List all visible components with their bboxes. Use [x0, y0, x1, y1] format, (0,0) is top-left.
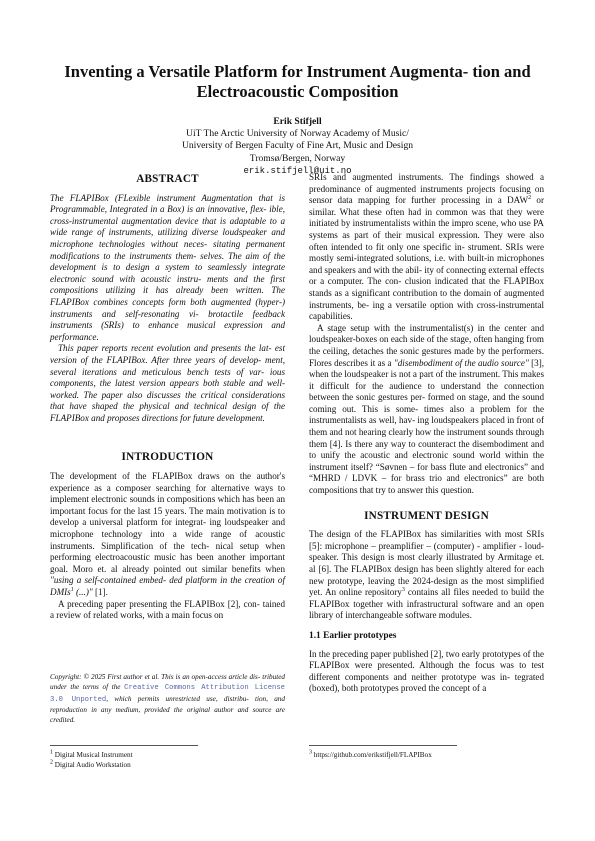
left-column [50, 172, 285, 622]
paper-title: Inventing a Versatile Platform for Instrument Augmenta- tion and Electroacoustic Composition [64, 62, 531, 101]
author-affiliation-1: UiT The Arctic University of Norway Academy of Music/ [186, 128, 409, 140]
right-p2-text-a: A stage setup with the instrumentalist(s) in the center and loudspeaker-boxes on each side of the stage, often hanging from the ceiling, detaches the sonic gestures made by the performers. Flores describes it as a [309, 322, 544, 368]
design-paragraph-1 [309, 529, 544, 622]
right-p1-text-b: or similar. What these often had in common was that they were initiated by instrumentalists within the impro scene, who use PA systems as part of their musical expression. They were also often intended to fit only one specific in- strument. SRIs were mostly semi-integrated solutions, i.e. with built-in microphones and speakers and with the abil- ity of connecting external effects or a computer. The con- clusion indicated that the FLAPIBox stands as a significant contribution to the domain of augmented instruments, be- ing a versatile option with cross-instrumental capabilities. [309, 195, 544, 322]
abstract-paragraph-1: The FLAPIBox (FLexible instrument Augmentation that is Programmable, Integrated in a Box) is an innovative, flex- ible, cross-instrumental augmentation device that is adaptable to a wide range of instruments, utilizing diverse loudspeaker and microphone technologies without neces- sitating permanent modifications to the instruments them- selves. The aim of the development is to design a system to seamlessly integrate electronic sound with acoustic instru- ments and the first compositions utilizing it has already been written. The FLAPIBox combines concepts form both augmented (hyper-) instruments and self-resonating vi- brotactile feedback instruments (SRIs) to enhance musical expression and performance. [50, 192, 285, 342]
footnote-2 [50, 761, 285, 771]
footnote-divider-left [50, 745, 198, 746]
instrument-design-heading: INSTRUMENT DESIGN [364, 509, 489, 522]
author-email[interactable]: erik.stifjell@uit.no [243, 165, 352, 176]
footnote-2-text: Digital Audio Workstation [53, 760, 131, 769]
footnote-3-number: 3 [309, 749, 312, 756]
intro-quote-text: "using a self-contained embed- ded platform in the creation of DMIs [50, 575, 285, 597]
intro-quote [50, 575, 285, 597]
author-name: Erik Stifjell [273, 116, 322, 127]
intro-text: The development of the FLAPIBox draws on the author's experience as a composer searching for alternative ways to implement electronic sounds in compositions which has been an important focus for the last 15 years. The main motivation is to develop a universal platform for integrat- ing loudspeaker and microphone technology into a wide range of acoustic instruments. Simplification of the tech- nical setup when performing electroacoustic music has been another important goal. Moro et. al already pointed out similar benefits when [50, 471, 285, 574]
footnote-ref-2[interactable]: 2 [528, 195, 532, 202]
footnote-3 [309, 751, 544, 761]
design-p1-text-a: The design of the FLAPIBox has similarities with most SRIs [5]: microphone – preamplifier – (computer) - amplifier - loud- speaker. This design is most clearly illustrated by Armitage et. al [6]. The FLAPIBox design has been slightly altered for each new prototype, leaving the 2024-design as the most simplified yet. An online repository [309, 529, 544, 598]
right-p2-text-b: [3], when the loudspeaker is not a part of the instrument. This makes it difficult for the audience to understand the connection between the sonic gestures per- formed on stage, and the sound coming out. This is some- times also a problem for the instrumentalists as well, hav- ing loudspeakers placed in front of them and not hearing clearly how the instrument sounds through them [4]. Is there any way to counteract the disembodiment and to unify the acoustic and electronic sound world within the instrument itself? “Søvnen – for bass flute and electronics” and “MHRD / LDVK – for brass trio and electronics” are both compositions that try to answer this question. [309, 357, 544, 496]
copyright-pre: Copyright: © 2025 First author et al. This is an open-access article dis- tributed under the terms of the [50, 673, 285, 692]
copyright-post: , which permits unrestricted use, distribu- tion, and reproduction in any medium, provided the original author and source are credited. [50, 694, 285, 725]
footnote-1-number: 1 [50, 749, 53, 756]
footnotes-left [50, 751, 285, 770]
right-paragraph-2 [309, 323, 544, 497]
abstract-heading: ABSTRACT [136, 173, 199, 185]
intro-citation: [1]. [92, 587, 108, 597]
footnote-ref-1[interactable]: 1 [70, 586, 74, 593]
author-block [100, 116, 495, 177]
intro-quote-end: (...)" [73, 587, 93, 597]
right-p1-text-a: SRIs and augmented instruments. The findings showed a predominance of augmented instruments projects focusing on sensor data mapping for further processing in a DAW [309, 172, 544, 206]
footnotes-right [309, 751, 544, 761]
footnote-1-text: Digital Musical Instrument [53, 751, 133, 759]
introduction-paragraph-1 [50, 471, 285, 599]
footnote-3-link[interactable]: https://github.com/erikstifjell/FLAPIBox [312, 751, 432, 759]
introduction-paragraph-2: A preceding paper presenting the FLAPIBox [2], con- tained a review of related works, with a main focus on [50, 598, 285, 621]
subsection-heading-earlier-prototypes: 1.1 Earlier prototypes [309, 630, 397, 641]
footnote-ref-3[interactable]: 3 [401, 587, 405, 594]
copyright-notice [50, 672, 285, 725]
right-column [309, 172, 544, 695]
abstract-body [50, 193, 285, 425]
footnote-2-number: 2 [50, 759, 53, 766]
introduction-heading: INTRODUCTION [121, 451, 214, 464]
author-affiliation-2: University of Bergen Faculty of Fine Art, Music and Design [181, 140, 414, 152]
design-p1-text-b: contains all files needed to build the FLAPIBox together with infrastructural software and an open library of interchangeable software modules. [309, 587, 545, 621]
license-link[interactable]: Creative Commons Attribution License 3.0 Unported [50, 684, 285, 704]
right-paragraph-1 [309, 172, 544, 323]
abstract-paragraph-2: This paper reports recent evolution and presents the lat- est version of the FLAPIBox. After three years of develop- ment, several iterations and meticulous bench tests of var- ious components, the latest version appears both stable and well-worked. The paper also discusses the critical considerations that have shaped the physical and technical design of the FLAPIBox and proposes directions for future development. [50, 343, 285, 423]
footnote-1 [50, 751, 285, 761]
footnote-divider-right [309, 745, 457, 746]
prototypes-paragraph-1: In the preceding paper published [2], two early prototypes of the FLAPIBox were presented. Although the focus was to test different components and neither prototype was in- tegrated (boxed), both prototypes proved the concept of a [309, 648, 544, 694]
author-location: Tromsø/Bergen, Norway [249, 152, 346, 164]
right-p2-quote: "disembodiment of the audio source" [393, 357, 529, 368]
